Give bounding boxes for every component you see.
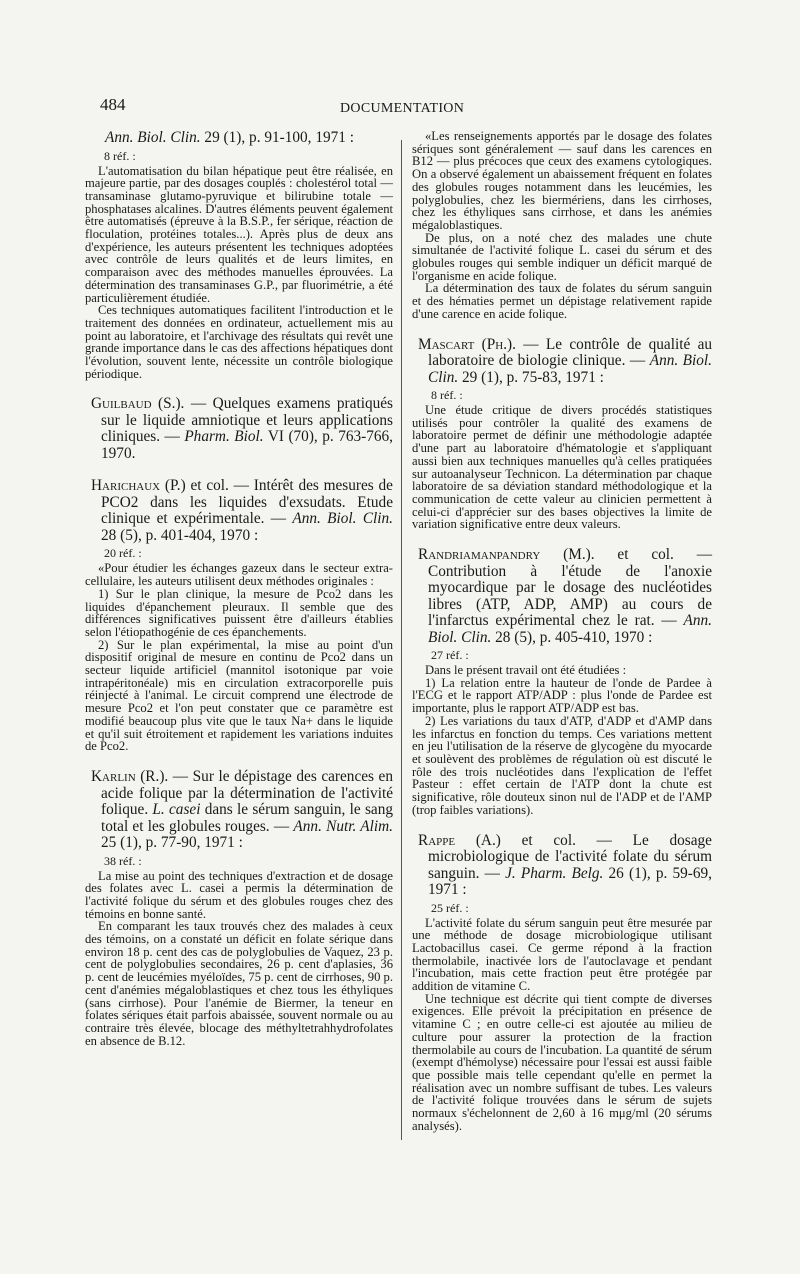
journal-name: Ann. Biol. Clin. — [105, 129, 201, 146]
page-number: 484 — [100, 95, 126, 114]
article-title: — Le contrôle de qualité au laboratoire de biologie clinique. — — [428, 335, 713, 370]
abstract-paragraph: De plus, on a noté chez des malades une chute simultanée de l'activité folique L. casei du sérum et des globules rouges qui semble indiquer un déficit marqué de l'organisme en acide folique. — [412, 230, 712, 283]
citation-details: 25 (1), p. 77-90, 1971 : — [101, 834, 243, 851]
abstract-paragraph: En comparant les taux trouvés chez des malades à ceux des témoins, on a constaté un déficit en folate sérique dans environ 18 p. cent des cas de polyglobulies de Vaquez, 23 p. cent de polyglobulies secondaires, 26 p. cent d'aplasies, 36 p. cent de leucémies myéloïdes, 75 p. cent de cirrhoses, 90 p. cent d'anémies mégaloblastiques et chez tous les éthyliques (sans cirrhose). Pour l'anémie de Biermer, la teneur en folates sériques était parfois abaissée, souvent normale ou au contraire très élevée, blocage des méthyltetrahhydrofolates en absence de B.12. — [85, 919, 393, 1048]
reference-count: 38 réf. : — [104, 853, 142, 868]
abstract-paragraph: L'activité folate du sérum sanguin peut être mesurée par une méthode de dosage microbiologique utilisant Lactobacillus casei. Ce germe répond à la fraction thermolabile, inactivée lors de l'autoclavage et pendant l'incubation, mais cette fraction peut être protégée par addition de vitamine C. — [412, 915, 712, 994]
reference-count: 20 réf. : — [104, 546, 142, 561]
article-title: et col. — Le dosage microbiologique de l'activité folate du sérum sanguin. — — [428, 831, 712, 882]
abstract-paragraph: 2) Les variations du taux d'ATP, d'ADP et d'AMP dans les infarctus en fonction du temps. Ces variations mettent en jeu l'utilisation de la réserve de glycogène du myocarde et soulèvent des problèmes de régulation où est discuté le rôle des trois nucléotides dans l'explication de l'effet Pasteur : effet certain de l'ATP dont la chute est significative, rôle douteux sinon nul de l'ADP et de l'AMP (trop faibles variations). — [412, 713, 712, 817]
entry-citation — [412, 547, 712, 646]
abstract-paragraph: «Les renseignements apportés par le dosage des folates sériques sont généralement — sauf dans les carences en B12 — plus précoces que ceux des examens cytologiques. On a observé également un abaissement fréquent en folates des globules rouges notamment dans les leucémies, les polyglobulies, chez les biermériens, dans les cirrhoses, chez les éthyliques sans cirrhose, et dans les anémies mégaloblastiques. — [412, 129, 712, 232]
journal-name: Ann. Nutr. Alim. — [293, 817, 393, 835]
entry-karlin — [85, 769, 393, 1047]
citation-details: VI (70), p. 763-766, 1970. — [101, 428, 394, 462]
entry-rappe — [412, 833, 712, 1133]
entry-citation — [85, 130, 393, 147]
abstract-paragraph: La mise au point des techniques d'extraction et de dosage des folates avec L. casei a permis la détermination de l'activité folique du sérum et des globules rouges chez des témoins en bonne santé. — [85, 868, 393, 921]
abstract-paragraph: Dans le présent travail ont été étudiées : — [425, 663, 627, 678]
entry-mascart — [412, 337, 712, 532]
entry-randriamanpandry — [412, 547, 712, 816]
column-divider — [401, 140, 402, 1140]
author-name: Karlin (R.). — [91, 768, 169, 785]
citation-details: 28 (5), p. 401-404, 1970 : — [101, 526, 259, 544]
reference-count: 25 réf. : — [431, 900, 469, 915]
author-name: Mascart (Ph.). — [418, 335, 516, 353]
abstract-paragraph: Ces techniques automatiques facilitent l'introduction et le traitement des données en ordinateur, actuellement mis au point au laboratoire, et l'archivage des résultats qui revêt une grande importance dans le cas des affections hépatiques dont l'évolution, souvent lente, nécessite un contrôle biologique périodique. — [85, 303, 393, 381]
reference-count: 27 réf. : — [431, 648, 469, 663]
journal-name: J. Pharm. Belg. — [505, 864, 604, 882]
author-name: Rappe (A.) — [418, 831, 501, 849]
article-title: et col. — Intérêt des mesures de PCO2 dans les liquides d'exsudats. Etude clinique et expérimentale. — — [101, 477, 393, 528]
entry-citation — [85, 478, 393, 544]
citation-details: 29 (1), p. 75-83, 1971 : — [458, 368, 604, 386]
journal-name: Pharm. Biol. — [184, 428, 264, 446]
journal-name: Ann. Biol. Clin. — [428, 612, 712, 646]
entry-citation — [412, 833, 712, 899]
article-title: et col. — Contribution à l'étude de l'anoxie myocardique par le dosage des nucléotides libres (ATP, ADP, AMP) au cours de l'infarctus expérimental chez le rat. — — [428, 546, 712, 630]
entry-harichaux — [85, 478, 393, 753]
author-name: Guilbaud (S.). — [91, 395, 185, 413]
article-title: — Quelques examens pratiqués sur le liquide amniotique et leurs applications cliniques. — — [101, 395, 393, 446]
abstract-paragraph: 1) Sur le plan clinique, la mesure de Pco2 dans les liquides d'épanchement pleuraux. Il semble que des différences significatives puissent être d'ailleurs établies selon l'étiopathogénie de ces épanchements. — [85, 586, 393, 639]
citation-details: 26 (1), p. 59-69, 1971 : — [428, 864, 712, 899]
abstract-paragraph: «Pour étudier les échanges gazeux dans le secteur extra-cellulaire, les auteurs utilisent deux méthodes originales : — [85, 561, 393, 589]
abstract-paragraph: 1) La relation entre la hauteur de l'onde de Pardee à l'ECG et le rapport ATP/ADP : plus l'onde de Pardee est importante, plus le rapport ATP/ADP est bas. — [412, 675, 712, 716]
abstract-paragraph: Une étude critique de divers procédés statistiques utilisés pour contrôler la qualité des examens de laboratoire permet de définir une méthodologie adaptée d'une part au laboratoire d'hématologie et s'appliquant aussi bien aux techniques manuelles qu'à celles pratiquées sur autoanalyseur Technicon. La détermination par chaque laboratoire de sa déviation standard méthodologique et la communication de cette valeur au clinicien permettent à celui-ci d'apprécier sur des bases objectives la limite de variation significative entre deux valeurs. — [412, 403, 712, 532]
article-title-cont: dans le sérum sanguin, le sang total et les globules rouges. — — [101, 801, 393, 835]
right-column — [412, 130, 712, 1140]
reference-count: 8 réf. : — [104, 148, 136, 163]
entry-citation — [85, 396, 393, 462]
left-column — [85, 130, 393, 1055]
entry-citation — [85, 769, 393, 852]
abstract-paragraph: La détermination des taux de folates du sérum sanguin et des hématies permet un dépistage relativement rapide d'une carence en acide folique. — [412, 281, 712, 321]
entry-citation — [412, 337, 712, 387]
citation-details: 28 (5), p. 405-410, 1970 : — [491, 628, 653, 646]
title-italic: L. casei — [152, 801, 201, 818]
entry-karlin-continued — [412, 130, 712, 321]
entry-guilbaud — [85, 396, 393, 462]
author-name: Harichaux (P.) — [91, 477, 186, 495]
entry-automatisation — [85, 130, 393, 380]
citation-details: 29 (1), p. 91-100, 1971 : — [200, 129, 354, 146]
abstract-paragraph: 2) Sur le plan expérimental, la mise au point d'un dispositif original de mesure en continu de Pco2 dans un secteur liquide artificiel (mannitol isotonique par voie intrapéritonéale) mis en circulation extracorporelle puis réinjecté à l'animal. Le circuit comprend une électrode de mesure Pco2 et l'on peut constater que ce paramètre est modifié beaucoup plus vite que le taux Na+ dans le liquide et qu'il suit étroitement et rapidement les variations induites de Pco2. — [85, 637, 393, 754]
journal-name: Ann. Biol. Clin. — [428, 352, 712, 386]
journal-name: Ann. Biol. Clin. — [292, 510, 394, 528]
reference-count: 8 réf. : — [431, 388, 463, 403]
abstract-paragraph: L'automatisation du bilan hépatique peut être réalisée, en majeure partie, par des dosages couplés : cholestérol total — transaminase glutamo-pyruvique et bilirubine totale — phosphatases alcalines. D'autres éléments peuvent également être automatisés (épreuve à la B.S.P., fer sérique, réaction de floculation, protéines totales...). Après plus de deux ans d'expérience, les auteurs présentent les techniques adoptées avec contrôle de leurs qualités et de leurs limites, en comparaison avec des méthodes manuelles éprouvées. La détermination des transaminases G.P., par fluorimétrie, a été particulièrement étudiée. — [85, 163, 393, 305]
article-title: — Sur le dépistage des carences en acide folique par la détermination de l'activité folique. — [101, 768, 393, 818]
running-head: DOCUMENTATION — [340, 101, 465, 116]
abstract-paragraph: Une technique est décrite qui tient compte de diverses exigences. Elle prévoit la précipitation en présence de vitamine C ; en outre celle-ci est ajoutée au milieu de culture pour assurer la protection de la fraction thermolabile au cours de l'incubation. La quantité de sérum (exempt d'hémolyse) nécessaire pour l'essai est aussi faible que possible mais telle cependant qu'elle en permet la réalisation avec un nombre suffisant de tubes. Les valeurs de l'activité folique trouvées dans le sérum de sujets normaux s'échelonnent de 2,60 à 16 mμg/ml (20 sérums analysés). — [412, 991, 712, 1133]
author-name: Randriamanpandry (M.). — [418, 546, 595, 564]
